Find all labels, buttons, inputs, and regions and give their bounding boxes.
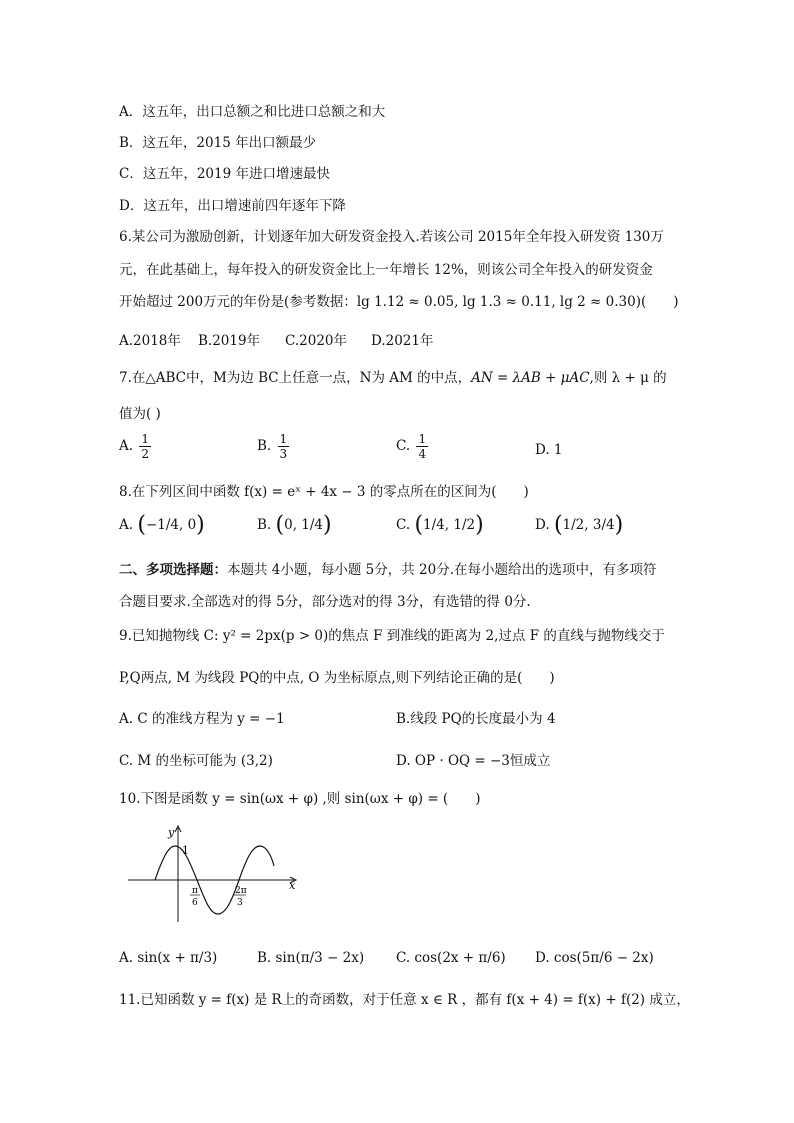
q10-option-a: A. sin(x + π/3) [119,950,218,966]
q9-stem-line2: P,Q两点, M 为线段 PQ的中点, O 为坐标原点,则下列结论正确的是( ) [119,670,555,686]
q9-option-d: D. OP · OQ = −3恒成立 [396,753,551,769]
q10-stem: 10.下图是函数 y = sin(ωx + φ) ,则 sin(ωx + φ) = ( ) [119,791,481,807]
q7-suffix: ,则 λ + μ 的 [589,370,667,386]
q8-stem: 8.在下列区间中函数 f(x) = eˣ + 4x − 3 的零点所在的区间为( ) [119,484,529,500]
q7-option-d: D. 1 [535,442,563,458]
q5-option-b: B．这五年，2015 年出口额最少 [119,135,317,151]
q7-prefix: 7.在△ABC中，M为边 BC上任意一点，N为 AM 的中点， [119,370,472,386]
q7-option-b-fraction: $\frac{1}{3}$ [279,432,288,461]
section2-line2: 合题目要求.全部选对的得 5分，部分选对的得 3分，有选错的得 0分. [119,594,531,610]
q8-option-a: A. (−1/4, 0) [119,512,205,538]
section2-title: 二、多项选择题： [119,562,227,578]
graph-y-tick: 1 [182,844,189,857]
q6-stem-line1: 6.某公司为激励创新，计划逐年加大研发资金投入.若该公司 2015年全年投入研发资 130万 [119,229,664,245]
graph-tick1-den: 6 [192,898,198,908]
graph-y-label: y [168,826,175,839]
q9-stem-line1: 9.已知抛物线 C: y² = 2px(p > 0)的焦点 F 到准线的距离为 2,过点 F 的直线与抛物线交于 [119,628,665,644]
q7-vector-formula: AN = λAB + μAC [471,370,590,386]
q6-option-d: D.2021年 [371,333,434,349]
q9-option-a: A. C 的准线方程为 y = −1 [119,711,285,727]
q8-option-d: D. (1/2, 3/4) [535,512,624,538]
q10-option-c: C. cos(2x + π/6) [396,950,506,966]
q10-sine-graph [122,822,307,927]
q6-stem-line2: 元，在此基础上，每年投入的研发资金比上一年增长 12%，则该公司全年投入的研发资金 [119,262,653,278]
q6-option-c: C.2020年 [285,333,347,349]
q9-option-b: B.线段 PQ的长度最小为 4 [396,711,556,727]
graph-tick2-num: 2π [235,886,247,896]
q7-option-b: B. $\frac{1}{3}$ [257,432,288,461]
q8-option-c: C. (1/4, 1/2) [396,512,484,538]
q7-stem-line1 [119,368,667,388]
q8-option-b: B. (0, 1/4) [257,512,332,538]
q7-stem-line2: 值为( ) [119,406,161,422]
q10-option-b: B. sin(π/3 − 2x) [257,950,365,966]
q5-option-d: D．这五年，出口增速前四年逐年下降 [119,198,346,214]
q6-option-a: A.2018年 [119,333,181,349]
q7-option-a: A. $\frac{1}{2}$ [119,432,149,461]
graph-tick1-num: π [192,886,198,896]
q6-option-b: B.2019年 [198,333,261,349]
q7-option-c: C. $\frac{1}{4}$ [396,432,427,461]
graph-x-label: x [289,879,296,892]
graph-tick2-den: 3 [237,898,243,908]
q11-stem: 11.已知函数 y = f(x) 是 R上的奇函数，对于任意 x ∈ R ，都有 f(x + 4) = f(x) + f(2) 成立， [119,992,690,1008]
q5-option-c: C．这五年，2019 年进口增速最快 [119,166,330,182]
q9-option-c: C. M 的坐标可能为 (3,2) [119,753,273,769]
q5-option-a: A．这五年，出口总额之和比进口总额之和大 [119,104,386,120]
q7-option-c-fraction: $\frac{1}{4}$ [418,432,427,461]
q10-option-d: D. cos(5π/6 − 2x) [535,950,654,966]
q7-option-a-fraction: $\frac{1}{2}$ [141,432,149,461]
q6-stem-line3: 开始超过 200万元的年份是(参考数据：lg 1.12 ≈ 0.05, lg 1.3 ≈ 0.11, lg 2 ≈ 0.30)( ) [119,294,679,310]
section2-line1: 二、多项选择题：本题共 4小题，每小题 5分，共 20分.在每小题给出的选项中，有多项符 [119,562,657,578]
